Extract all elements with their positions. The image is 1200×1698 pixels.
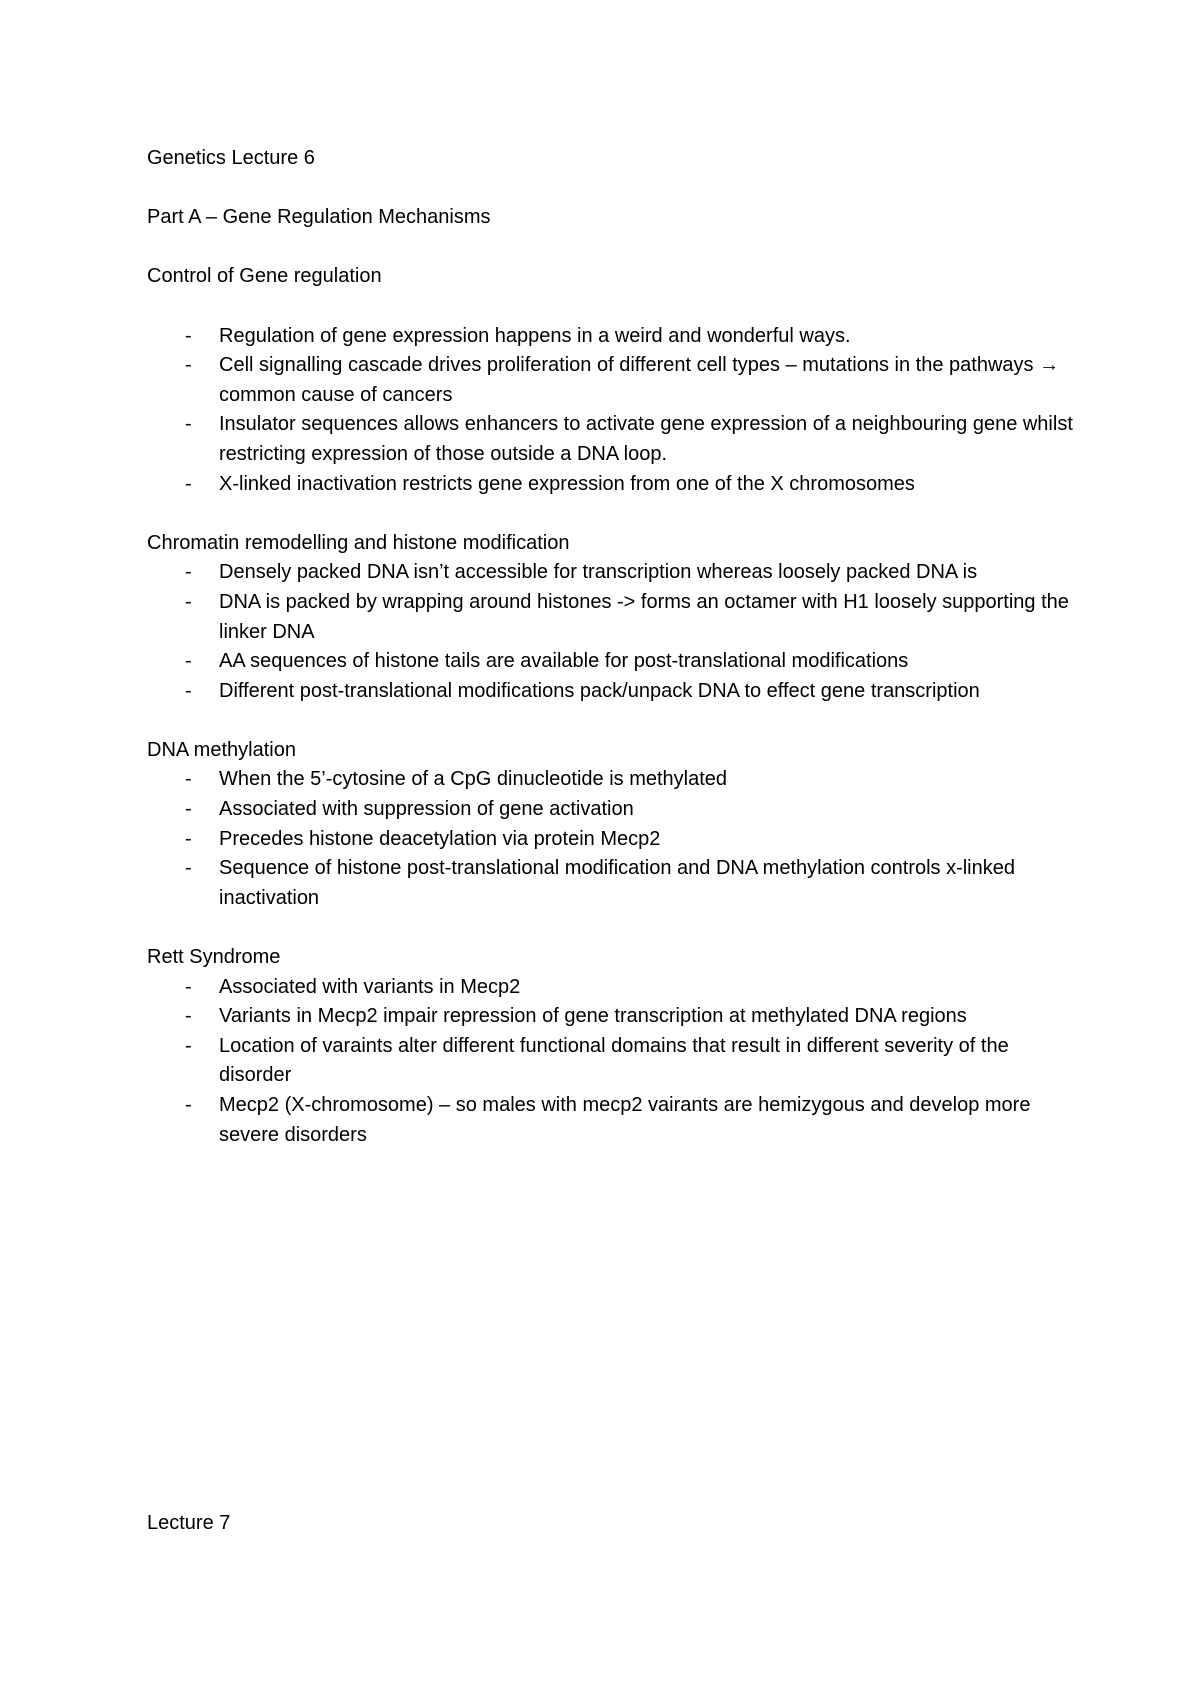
list-item [147,677,1077,707]
dash-bullet: - [185,561,192,584]
list-item [147,1002,1077,1032]
list-item [147,410,1077,469]
dash-bullet: - [185,975,192,998]
list-item-text: Variants in Mecp2 impair repression of gene transcription at methylated DNA regions [219,1005,967,1028]
list-item [147,795,1077,825]
list-item-text: Regulation of gene expression happens in a weird and wonderful ways. [219,324,851,347]
list-item [147,470,1077,500]
spacer [147,174,1077,204]
spacer [147,913,1077,943]
dash-bullet: - [185,413,192,436]
part-heading: Part A – Gene Regulation Mechanisms [147,206,491,229]
dash-bullet: - [185,1094,192,1116]
list-item-text: DNA is packed by wrapping around histones -> forms an octamer with H1 loosely supporting the linker DNA [219,590,1069,643]
list-item-text: Insulator sequences allows enhancers to activate gene expression of a neighbouring gene whilst restricting expression of those outside a DNA loop. [219,413,1073,465]
next-lecture-heading: Lecture 7 [147,1512,231,1534]
bullet-list [147,558,1077,706]
bullet-list [147,322,1077,500]
list-item [147,351,1077,410]
dash-bullet: - [185,679,192,702]
section-heading: Rett Syndrome [147,946,281,969]
dash-bullet: - [185,1034,192,1057]
dash-bullet: - [185,857,192,880]
dash-bullet: - [185,590,192,613]
list-item-text: X-linked inactivation restricts gene expression from one of the X chromosomes [219,472,915,495]
list-item [147,854,1077,913]
list-item [147,558,1077,588]
list-item-text: Precedes histone deacetylation via protein Mecp2 [219,827,661,850]
dash-bullet: - [185,1005,192,1028]
list-item-text: When the 5’-cytosine of a CpG dinucleotide is methylated [219,768,728,791]
bullet-list [147,765,1077,913]
dash-bullet: - [185,798,192,821]
list-item [147,765,1077,795]
list-item [147,825,1077,855]
list-item [147,1032,1077,1091]
list-item-text: Mecp2 (X-chromosome) – so males with mecp2 vairants are hemizygous and develop more severe disorders [219,1094,1031,1146]
list-item-text: Densely packed DNA isn’t accessible for transcription whereas loosely packed DNA is [219,561,978,584]
dash-bullet: - [185,324,192,347]
list-item-text: Sequence of histone post-translational modification and DNA methylation controls x-linked inactivation [219,857,1015,909]
list-item-text: Associated with variants in Mecp2 [219,975,521,998]
spacer [147,706,1077,736]
spacer [147,292,1077,322]
section-heading: Control of Gene regulation [147,265,382,288]
list-item [147,1091,1077,1150]
section-heading: Chromatin remodelling and histone modification [147,531,570,554]
list-item-text: Different post-translational modifications pack/unpack DNA to effect gene transcription [219,679,980,702]
spacer [147,233,1077,263]
list-item [147,647,1077,677]
list-item [147,973,1077,1003]
spacer [147,499,1077,529]
list-item [147,588,1077,647]
dash-bullet: - [185,768,192,791]
sections-container [147,262,1077,1150]
dash-bullet: - [185,354,192,377]
dash-bullet: - [185,650,192,673]
dash-bullet: - [185,472,192,495]
document-body [147,144,1077,1150]
list-item [147,322,1077,352]
dash-bullet: - [185,827,192,850]
list-item-text: Associated with suppression of gene activation [219,798,634,821]
document-title: Genetics Lecture 6 [147,147,315,169]
bullet-list [147,973,1077,1151]
section-heading: DNA methylation [147,738,296,761]
list-item-text: Location of varaints alter different functional domains that result in different severity of the disorder [219,1034,1009,1087]
list-item-text: Cell signalling cascade drives proliferation of different cell types – mutations in the pathways → common cause of cancers [219,354,1060,406]
list-item-text: AA sequences of histone tails are available for post-translational modifications [219,650,909,673]
